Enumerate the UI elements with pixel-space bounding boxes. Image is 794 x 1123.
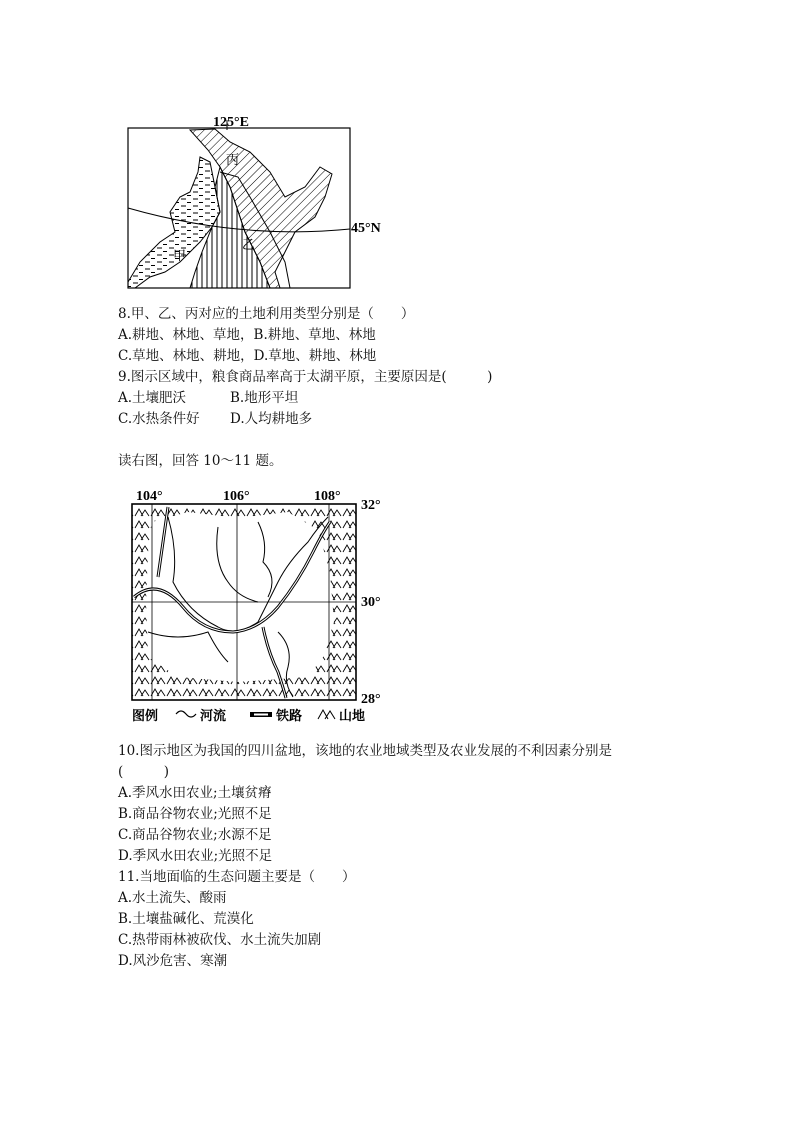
region-label-bing: 丙	[226, 152, 240, 167]
question-11-option-a: A.水土流失、酸雨	[118, 890, 227, 906]
question-8-options-ab: A.耕地、林地、草地，B.耕地、草地、林地	[118, 327, 376, 343]
mountain-legend-icon	[318, 710, 335, 719]
lon-106-label: 106°	[223, 489, 250, 504]
legend-title: 图例	[132, 709, 159, 724]
sichuan-basin-map	[118, 482, 398, 732]
lon-104-label: 104°	[136, 489, 163, 504]
question-11-option-d: D.风沙危害、寒潮	[118, 953, 228, 969]
question-9-stem: 9.图示区域中，粮食商品率高于太湖平原，主要原因是( )	[118, 369, 493, 385]
question-9-option-c: C.水热条件好	[118, 411, 200, 427]
question-8-stem: 8.甲、乙、丙对应的土地利用类型分别是（ ）	[118, 306, 415, 322]
region-label-jia: 甲	[173, 248, 187, 263]
river-legend-icon	[176, 711, 196, 717]
question-10-paren: ( )	[118, 764, 170, 780]
lat-32-label: 32°	[361, 498, 381, 513]
land-use-map	[120, 112, 390, 292]
meridian-label: 125°E	[213, 115, 249, 130]
legend-rail: 铁路	[276, 709, 303, 724]
question-9-option-a: A.土壤肥沃	[118, 390, 187, 406]
question-11-option-b: B.土壤盐碱化、荒漠化	[118, 911, 254, 927]
lat-30-label: 30°	[361, 595, 381, 610]
question-10-option-a: A.季风水田农业;土壤贫瘠	[118, 785, 272, 801]
question-11-stem: 11.当地面临的生态问题主要是（ ）	[118, 869, 356, 885]
question-10-option-c: C.商品谷物农业;水源不足	[118, 827, 272, 843]
legend-river: 河流	[200, 709, 227, 724]
parallel-label: 45°N	[351, 221, 381, 236]
lat-28-label: 28°	[361, 692, 381, 707]
lon-108-label: 108°	[314, 489, 341, 504]
question-9-option-b: B.地形平坦	[230, 390, 299, 406]
question-10-option-d: D.季风水田农业;光照不足	[118, 848, 273, 864]
question-9-option-d: D.人均耕地多	[230, 411, 313, 427]
intro-text: 读右图，回答 10～11 题。	[118, 453, 283, 469]
question-8-options-cd: C.草地、林地、耕地，D.草地、耕地、林地	[118, 348, 377, 364]
question-10-option-b: B.商品谷物农业;光照不足	[118, 806, 272, 822]
question-11-option-c: C.热带雨林被砍伐、水土流失加剧	[118, 932, 322, 948]
legend-mountain: 山地	[339, 709, 366, 724]
question-10-stem: 10.图示地区为我国的四川盆地，该地的农业地域类型及农业发展的不利因素分别是	[118, 743, 612, 759]
region-label-yi: 乙	[242, 237, 256, 252]
